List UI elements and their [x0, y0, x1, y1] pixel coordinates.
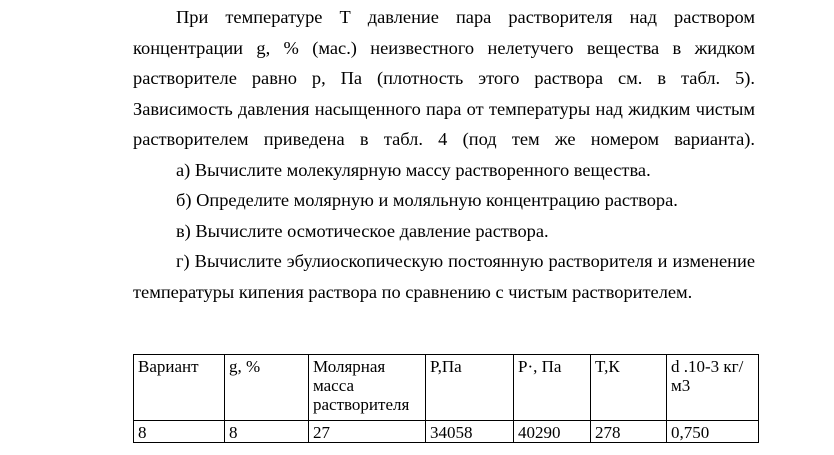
cell-variant: 8	[134, 421, 225, 443]
task-d: г) Вычислите эбулиоскопическую постоянную растворителя и изменение температуры кипения раствора по сравнению с чистым растворителем.	[133, 251, 755, 302]
cell-p-solvent: 40290	[514, 421, 591, 443]
task-b: б) Определите молярную и моляльную концентрацию раствора.	[176, 190, 678, 210]
cell-molar-mass: 27	[309, 421, 426, 443]
header-g-percent: g, %	[225, 355, 309, 421]
cell-g-percent: 8	[225, 421, 309, 443]
cell-density: 0,750	[667, 421, 759, 443]
problem-statement	[133, 2, 755, 307]
table-row	[134, 421, 759, 443]
header-density: d .10-3 кг/м3	[667, 355, 759, 421]
header-p-solvent: P·, Па	[514, 355, 591, 421]
table-header-row	[134, 355, 759, 421]
task-c: в) Вычислите осмотическое давление раствора.	[176, 220, 549, 241]
header-t: T,К	[591, 355, 667, 421]
cell-p: 34058	[426, 421, 514, 443]
cell-t: 278	[591, 421, 667, 443]
task-a: а) Вычислите молекулярную массу растворенного вещества.	[176, 159, 651, 180]
header-molar-mass: Молярная масса растворителя	[309, 355, 426, 421]
header-variant: Вариант	[134, 355, 225, 421]
header-p: P,Па	[426, 355, 514, 421]
problem-paragraph: При температуре Т давление пара растворителя над раствором концентрации g, % (мас.) неизвестного нелетучего вещества в жидком растворителе равно р, Па (плотность этого раствора см. в табл. 5). Зависимость давления насыщенного пара от температуры над жидким чистым растворителем приведена в табл. 4 (под тем же номером варианта).	[133, 7, 755, 149]
variant-table	[133, 354, 759, 443]
